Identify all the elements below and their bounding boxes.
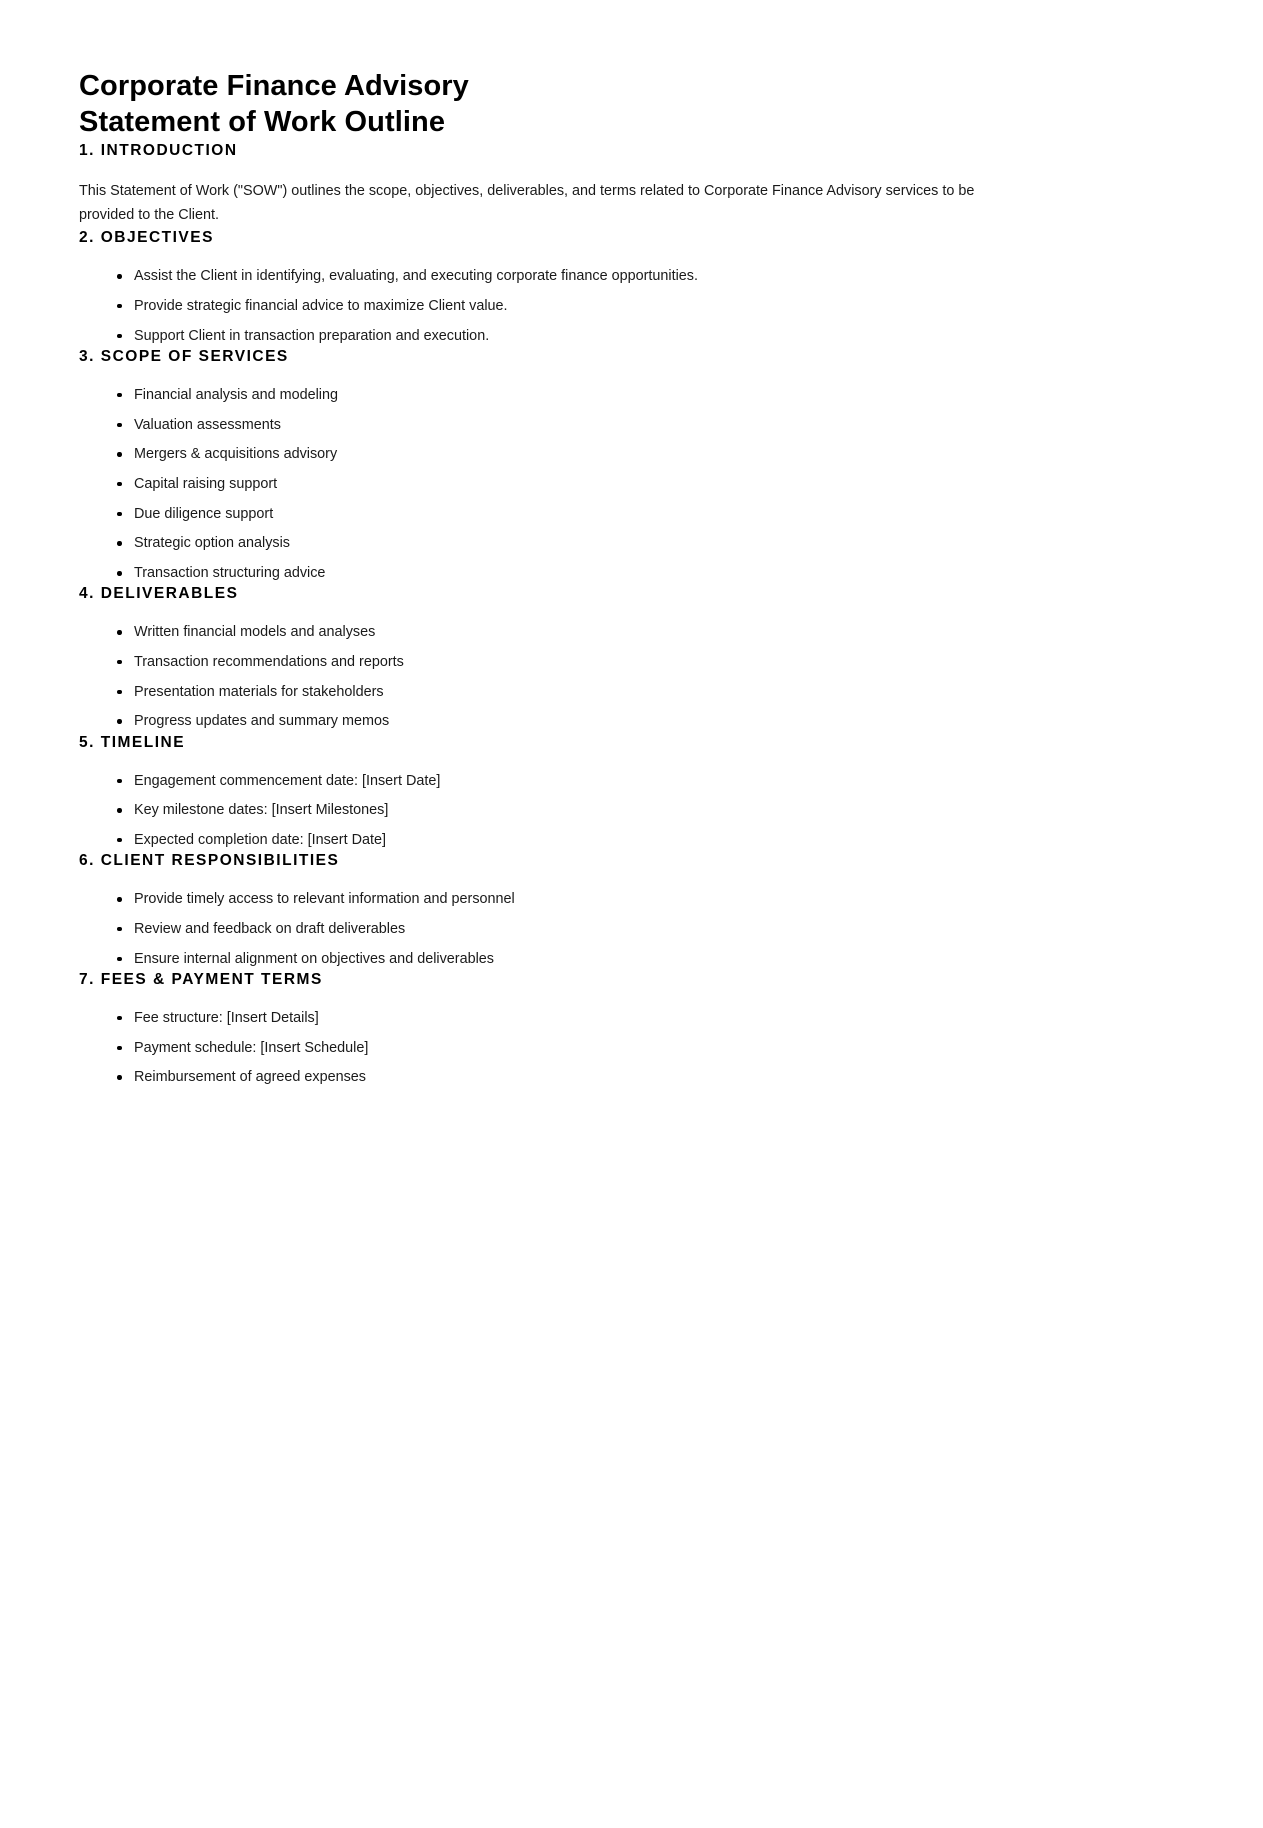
section-bullet-list	[79, 770, 1193, 852]
list-item: Progress updates and summary memos	[117, 710, 1193, 732]
section-bullet-list	[79, 621, 1193, 732]
section-heading: 6. CLIENT RESPONSIBILITIES	[79, 852, 340, 870]
section-heading: 5. TIMELINE	[79, 733, 186, 751]
list-item: Mergers & acquisitions advisory	[117, 443, 1193, 465]
document-section	[79, 141, 1193, 229]
document-section	[79, 347, 1193, 584]
section-paragraph: This Statement of Work ("SOW") outlines the scope, objectives, deliverables, and terms related to Corporate Finance Advisory services to be provided to the Client.	[79, 182, 975, 224]
section-bullet-list	[79, 1007, 1193, 1089]
list-item: Strategic option analysis	[117, 532, 1193, 554]
list-item: Transaction structuring advice	[117, 562, 1193, 584]
list-item: Valuation assessments	[117, 414, 1193, 436]
list-item: Support Client in transaction preparation and execution.	[117, 325, 1193, 347]
sections-container	[79, 141, 1193, 1089]
section-bullet-list	[79, 265, 1193, 347]
list-item: Financial analysis and modeling	[117, 384, 1193, 406]
section-heading: 1. INTRODUCTION	[79, 141, 238, 159]
list-item: Expected completion date: [Insert Date]	[117, 829, 1193, 851]
list-item: Review and feedback on draft deliverables	[117, 918, 1193, 940]
list-item: Ensure internal alignment on objectives and deliverables	[117, 948, 1193, 970]
section-heading: 3. SCOPE OF SERVICES	[79, 347, 289, 365]
document-section	[79, 584, 1193, 732]
list-item: Written financial models and analyses	[117, 621, 1193, 643]
document-section	[79, 733, 1193, 852]
section-heading: 4. DELIVERABLES	[79, 585, 239, 603]
section-heading: 7. FEES & PAYMENT TERMS	[79, 970, 323, 988]
list-item: Due diligence support	[117, 503, 1193, 525]
document-section	[79, 228, 1193, 347]
section-heading: 2. OBJECTIVES	[79, 229, 214, 247]
section-bullet-list	[79, 888, 1193, 970]
list-item: Fee structure: [Insert Details]	[117, 1007, 1193, 1029]
list-item: Provide strategic financial advice to maximize Client value.	[117, 295, 1193, 317]
list-item: Transaction recommendations and reports	[117, 651, 1193, 673]
list-item: Capital raising support	[117, 473, 1193, 495]
list-item: Key milestone dates: [Insert Milestones]	[117, 799, 1193, 821]
list-item: Presentation materials for stakeholders	[117, 681, 1193, 703]
document-section	[79, 970, 1193, 1089]
list-item: Assist the Client in identifying, evaluating, and executing corporate finance opportunities.	[117, 265, 1193, 287]
page-title	[79, 60, 1193, 141]
page-title-line-2: Statement of Work Outline	[79, 106, 446, 139]
document-section	[79, 851, 1193, 970]
list-item: Payment schedule: [Insert Schedule]	[117, 1037, 1193, 1059]
list-item: Provide timely access to relevant information and personnel	[117, 888, 1193, 910]
page-title-line-1: Corporate Finance Advisory	[79, 70, 469, 102]
list-item: Engagement commencement date: [Insert Date]	[117, 770, 1193, 792]
section-bullet-list	[79, 384, 1193, 584]
list-item: Reimbursement of agreed expenses	[117, 1066, 1193, 1088]
